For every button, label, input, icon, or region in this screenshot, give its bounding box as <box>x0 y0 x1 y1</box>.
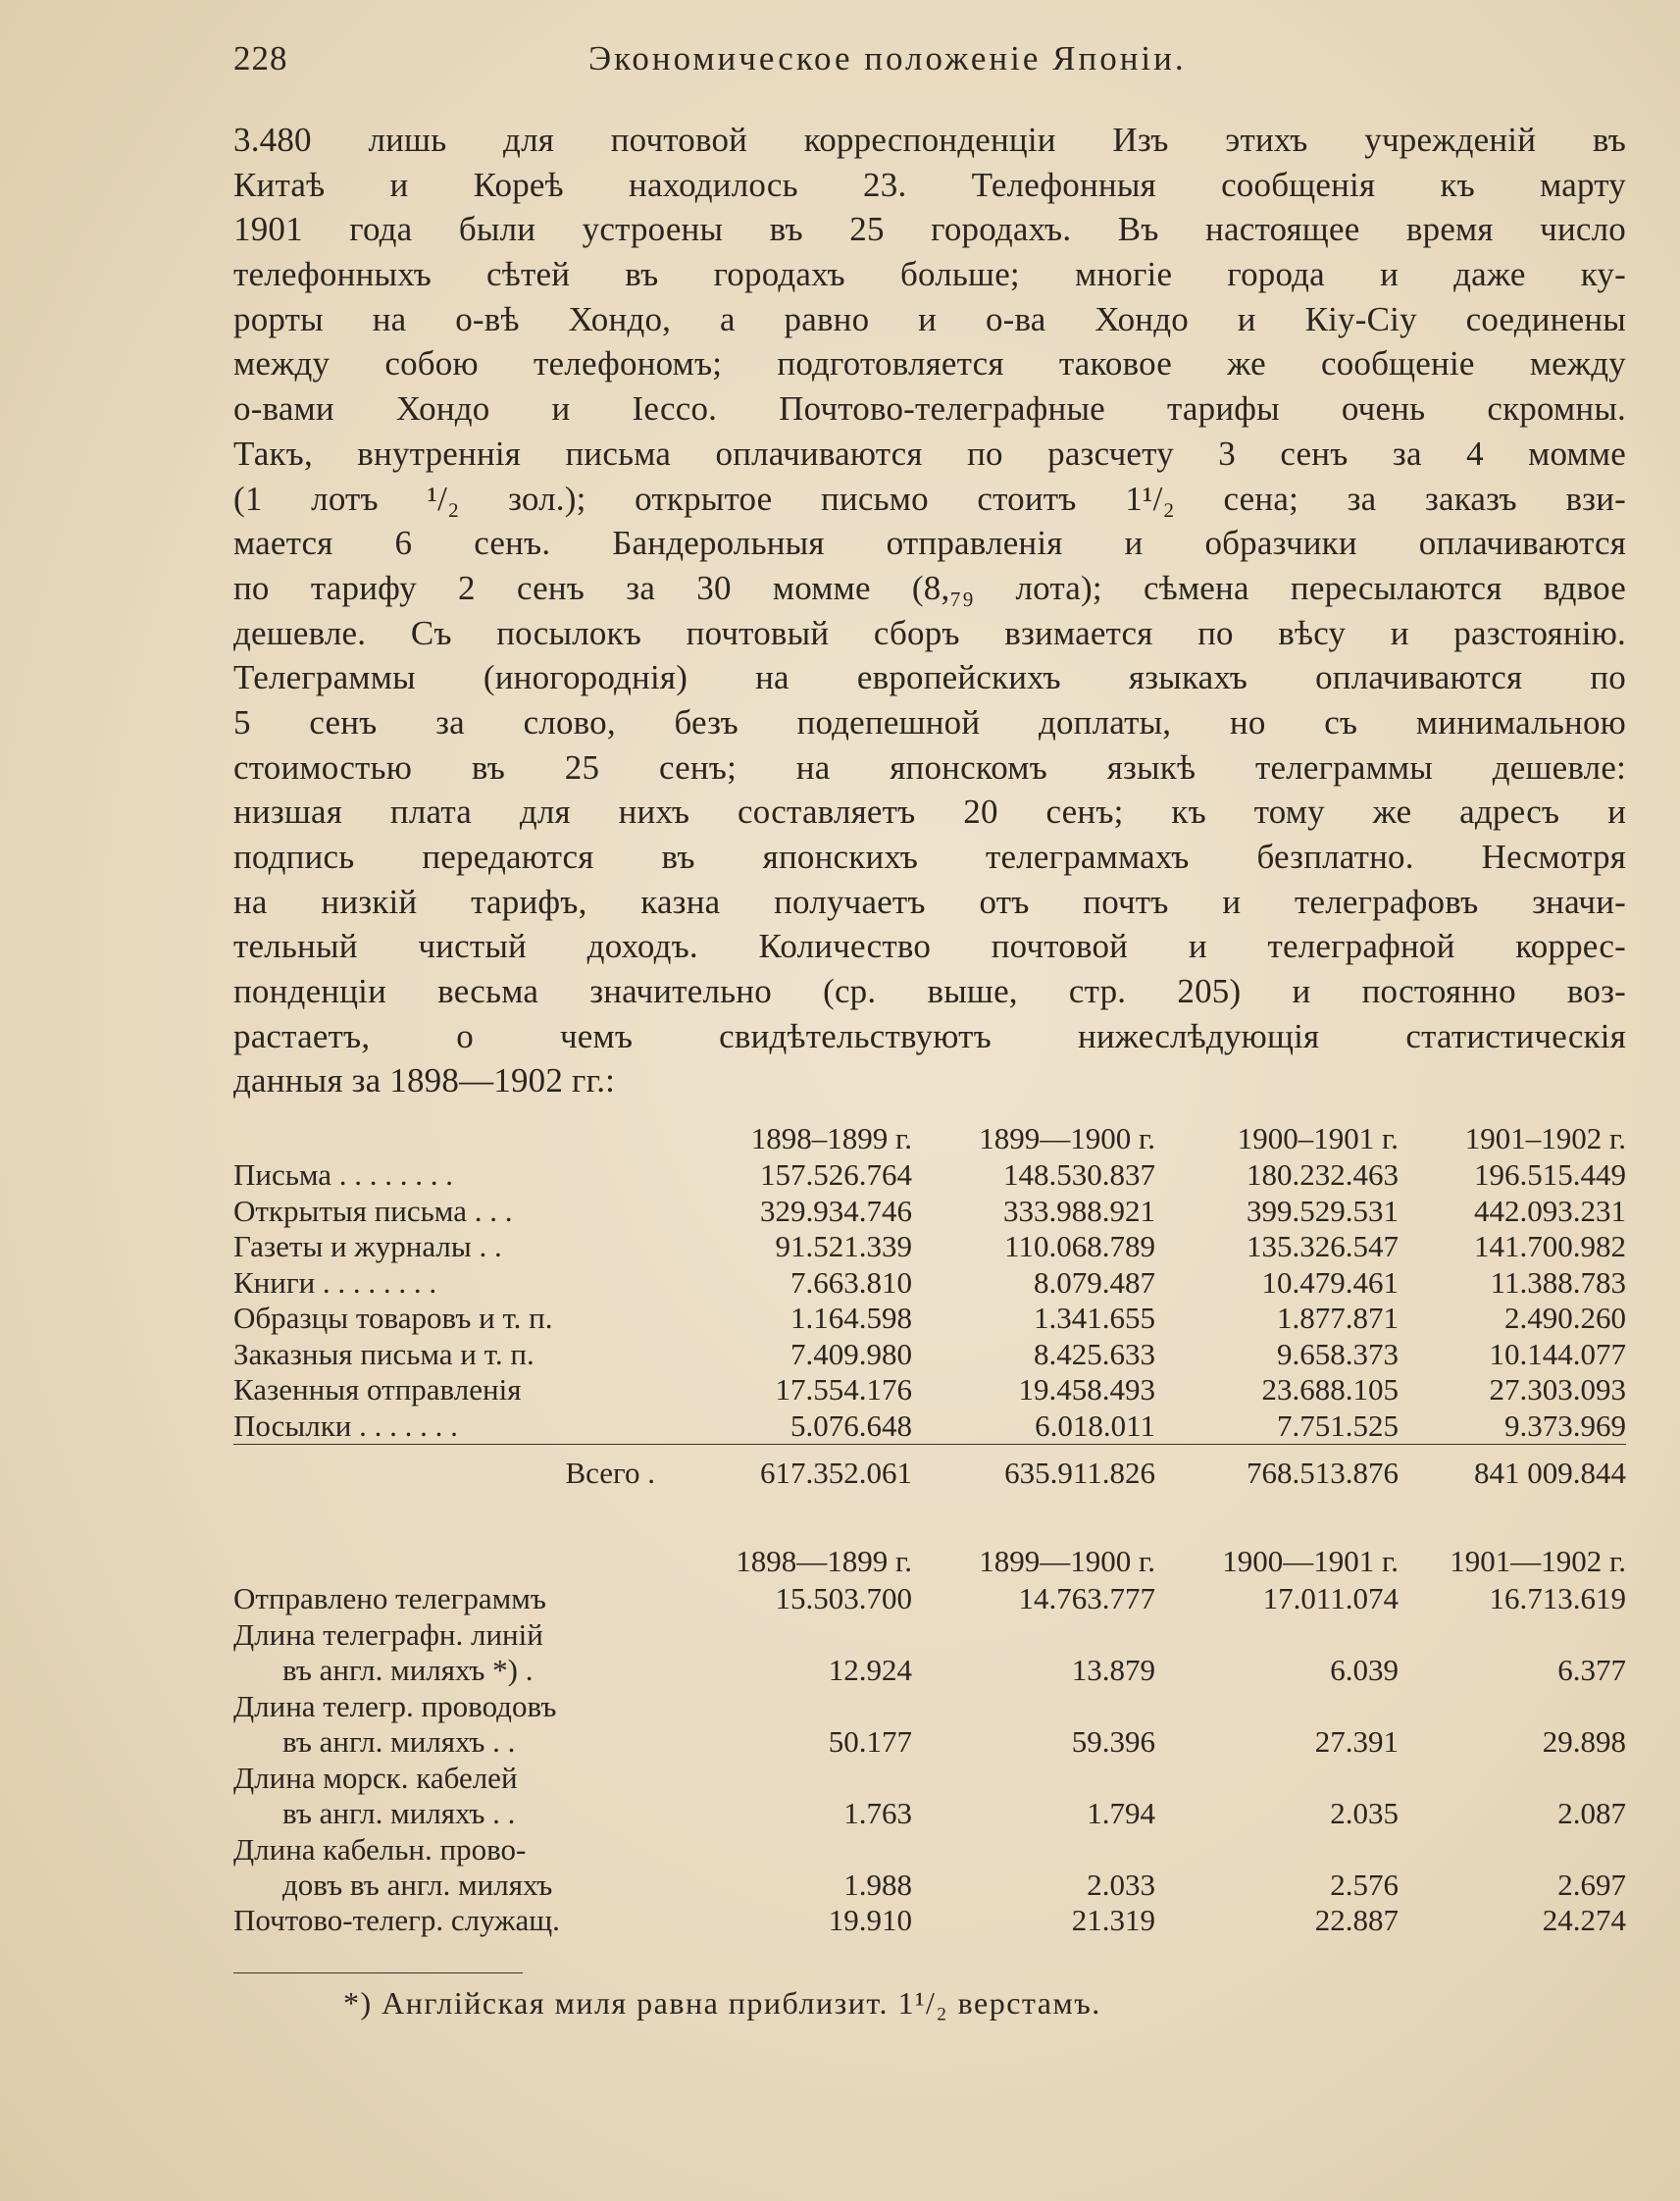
column-header: 1898—1899 г. <box>736 1544 912 1578</box>
table-row <box>233 1408 1626 1445</box>
cell-value: 141.700.982 <box>1474 1229 1626 1263</box>
cell-value: 1.763 <box>843 1796 912 1830</box>
total-value: 768.513.876 <box>1155 1445 1399 1503</box>
table-row <box>233 1301 1626 1337</box>
row-label: Почтово-телегр. служащ. <box>233 1903 560 1937</box>
text-line: между собою телефономъ; подготовляется таковое же сообщеніе между <box>233 344 1626 384</box>
text-line: растаетъ, о чемъ свидѣтельствуютъ нижеслѣдующія статистическія <box>233 1016 1626 1055</box>
cell-value: 180.232.463 <box>1247 1157 1399 1192</box>
text-line: 3.480 лишь для почтовой корреспонденціи Изъ этихъ учрежденій въ <box>233 121 1626 159</box>
row-label-line: въ англ. миляхъ . . <box>282 1724 516 1759</box>
row-label-line: довъ въ англ. миляхъ <box>282 1868 553 1902</box>
total-value: 635.911.826 <box>912 1445 1155 1503</box>
column-header: 1900–1901 г. <box>1237 1121 1399 1155</box>
cell-value: 148.530.837 <box>1003 1157 1155 1192</box>
cell-value: 329.934.746 <box>760 1193 912 1228</box>
cell-value: 2.576 <box>1330 1868 1399 1902</box>
cell-value: 50.177 <box>828 1724 912 1759</box>
column-header: 1901–1902 г. <box>1464 1121 1626 1155</box>
table-row <box>233 1903 1626 1938</box>
row-label <box>233 1831 685 1903</box>
row-label: Газеты и журналы . . <box>233 1229 502 1263</box>
page-number: 228 <box>233 39 288 77</box>
cell-value: 442.093.231 <box>1474 1193 1626 1228</box>
text-line: дешевле. Съ посылокъ почтовый сборъ взимается по вѣсу и разстоянію. <box>233 613 1626 652</box>
cell-value: 399.529.531 <box>1247 1193 1399 1228</box>
cell-value: 2.035 <box>1330 1796 1399 1830</box>
text-line: рорты на о-вѣ Хондо, а равно и о-ва Хондо и Кіу-Сіу соединены <box>233 299 1626 338</box>
running-title: Экономическое положеніе Японіи. <box>588 39 1187 77</box>
cell-value: 5.076.648 <box>790 1408 912 1443</box>
telegraph-statistics-table <box>233 1542 1626 1938</box>
text-line: данныя за 1898—1902 гг.: <box>233 1061 616 1100</box>
cell-value: 24.274 <box>1542 1903 1626 1937</box>
row-label-line: въ англ. миляхъ . . <box>282 1796 516 1830</box>
cell-value: 8.425.633 <box>1034 1336 1155 1371</box>
text-line: Телеграммы (иногороднія) на европейскихъ языкахъ оплачиваются по <box>233 658 1626 697</box>
row-label: Посылки . . . . . . . <box>233 1408 458 1443</box>
cell-value: 13.879 <box>1071 1653 1155 1687</box>
total-row <box>233 1445 1626 1503</box>
text-line: (1 лотъ ¹/₂ зол.); открытое письмо стоитъ 1¹/₂ сена; за заказъ взи- <box>233 479 1626 518</box>
row-label: Казенныя отправленія <box>233 1372 522 1407</box>
text-line: Китаѣ и Кореѣ находилось 23. Телефонныя сообщенія къ марту <box>233 165 1626 204</box>
cell-value: 196.515.449 <box>1474 1157 1626 1192</box>
cell-value: 1.794 <box>1087 1796 1155 1830</box>
cell-value: 10.479.461 <box>1261 1264 1399 1300</box>
cell-value: 23.688.105 <box>1261 1372 1399 1407</box>
cell-value: 21.319 <box>1071 1903 1155 1937</box>
table-row <box>233 1760 1626 1831</box>
table-row <box>233 1157 1626 1194</box>
cell-value: 17.554.176 <box>775 1372 912 1407</box>
table-row <box>233 1581 1626 1616</box>
cell-value: 2.490.260 <box>1504 1301 1626 1335</box>
column-header: 1899—1900 г. <box>979 1121 1155 1155</box>
cell-value: 9.373.969 <box>1504 1408 1626 1443</box>
text-line: по тарифу 2 сенъ за 30 момме (8,₇₉ лота); сѣмена пересылаются вдвое <box>233 568 1626 607</box>
row-label <box>233 1688 685 1760</box>
cell-value: 19.910 <box>828 1903 912 1937</box>
row-label <box>233 1616 685 1688</box>
table-row <box>233 1229 1626 1265</box>
row-label: Отправлено телеграммъ <box>233 1581 546 1615</box>
cell-value: 2.087 <box>1557 1796 1626 1830</box>
cell-value: 7.751.525 <box>1277 1408 1399 1443</box>
cell-value: 1.877.871 <box>1277 1301 1399 1335</box>
text-line: стоимостью въ 25 сенъ; на японскомъ языкѣ телеграммы дешевле: <box>233 747 1626 787</box>
row-label: Образцы товаровъ и т. п. <box>233 1301 553 1335</box>
table-row <box>233 1372 1626 1408</box>
total-value: 841 009.844 <box>1399 1445 1626 1503</box>
cell-value: 91.521.339 <box>775 1229 912 1263</box>
text-line: 5 сенъ за слово, безъ подепешной доплаты, но съ минимальною <box>233 702 1626 742</box>
row-label-line: Длина телегр. проводовъ <box>233 1689 557 1723</box>
table-header-row <box>233 1542 1626 1581</box>
text-line: о-вами Хондо и Іессо. Почтово-телеграфные тарифы очень скромны. <box>233 389 1626 429</box>
cell-value: 135.326.547 <box>1247 1229 1399 1263</box>
text-line: Такъ, внутреннія письма оплачиваются по разсчету 3 сенъ за 4 момме <box>233 434 1626 473</box>
cell-value: 14.763.777 <box>1018 1581 1155 1615</box>
cell-value: 8.079.487 <box>1034 1264 1155 1300</box>
row-label: Письма . . . . . . . . <box>233 1157 454 1192</box>
footnote-rule <box>233 1972 523 1973</box>
cell-value: 10.144.077 <box>1489 1336 1626 1371</box>
row-label-line: Длина кабельн. прово- <box>233 1832 527 1867</box>
text-line: 1901 года были устроены въ 25 городахъ. Въ настоящее время число <box>233 210 1626 249</box>
cell-value: 15.503.700 <box>775 1581 912 1615</box>
postal-statistics-table <box>233 1120 1626 1502</box>
cell-value: 6.377 <box>1557 1653 1626 1687</box>
cell-value: 7.409.980 <box>790 1336 912 1371</box>
cell-value: 59.396 <box>1071 1724 1155 1759</box>
table-header-row <box>233 1120 1626 1157</box>
cell-value: 11.388.783 <box>1490 1264 1626 1300</box>
table-row <box>233 1688 1626 1760</box>
cell-value: 110.068.789 <box>1004 1229 1155 1263</box>
cell-value: 157.526.764 <box>760 1157 912 1192</box>
body-paragraph <box>233 118 1626 1103</box>
cell-value: 16.713.619 <box>1489 1581 1626 1615</box>
column-header: 1898–1899 г. <box>750 1121 912 1155</box>
cell-value: 2.033 <box>1087 1868 1155 1902</box>
table-row <box>233 1616 1626 1688</box>
column-header: 1901—1902 г. <box>1450 1544 1626 1578</box>
table-row <box>233 1337 1626 1373</box>
text-line: понденціи весьма значительно (ср. выше, стр. 205) и постоянно воз- <box>233 972 1626 1011</box>
cell-value: 2.697 <box>1557 1868 1626 1902</box>
cell-value: 27.303.093 <box>1489 1372 1626 1407</box>
row-label: Книги . . . . . . . . <box>233 1264 437 1300</box>
cell-value: 22.887 <box>1314 1903 1399 1937</box>
cell-value: 9.658.373 <box>1277 1336 1399 1371</box>
row-label-line: Длина телеграфн. линій <box>233 1617 543 1652</box>
row-label-line: Длина морск. кабелей <box>233 1761 518 1795</box>
cell-value: 17.011.074 <box>1262 1581 1399 1615</box>
table-row <box>233 1831 1626 1903</box>
text-line: тельный чистый доходъ. Количество почтовой и телеграфной коррес- <box>233 927 1626 966</box>
row-label <box>233 1760 685 1831</box>
cell-value: 6.039 <box>1330 1653 1399 1687</box>
cell-value: 1.988 <box>843 1868 912 1902</box>
cell-value: 1.341.655 <box>1034 1301 1155 1335</box>
cell-value: 1.164.598 <box>790 1301 912 1335</box>
row-label: Открытыя письма . . . <box>233 1193 513 1228</box>
text-line: низшая плата для нихъ составляетъ 20 сенъ; къ тому же адресъ и <box>233 793 1626 832</box>
footnote: *) Англійская миля равна приблизит. 1¹/₂ верстамъ. <box>343 1985 1101 2021</box>
text-line: мается 6 сенъ. Бандерольныя отправленія и образчики оплачиваются <box>233 524 1626 563</box>
cell-value: 7.663.810 <box>790 1264 912 1300</box>
text-line: телефонныхъ сѣтей въ городахъ больше; многіе города и даже ку- <box>233 255 1626 294</box>
table-row <box>233 1194 1626 1230</box>
total-label: Всего . <box>233 1445 685 1503</box>
cell-value: 19.458.493 <box>1018 1372 1155 1407</box>
row-label: Заказныя письма и т. п. <box>233 1336 535 1371</box>
row-label-line: въ англ. миляхъ *) . <box>282 1653 534 1687</box>
column-header: 1899—1900 г. <box>979 1544 1155 1578</box>
cell-value: 333.988.921 <box>1003 1193 1155 1228</box>
column-header: 1900—1901 г. <box>1222 1544 1399 1578</box>
table-row <box>233 1265 1626 1302</box>
cell-value: 27.391 <box>1314 1724 1399 1759</box>
total-value: 617.352.061 <box>685 1445 912 1503</box>
cell-value: 29.898 <box>1542 1724 1626 1759</box>
text-line: подпись передаются въ японскихъ телеграммахъ безплатно. Несмотря <box>233 838 1626 876</box>
text-line: на низкій тарифъ, казна получаетъ отъ почтъ и телеграфовъ значи- <box>233 882 1626 921</box>
cell-value: 12.924 <box>828 1653 912 1687</box>
cell-value: 6.018.011 <box>1035 1408 1155 1443</box>
